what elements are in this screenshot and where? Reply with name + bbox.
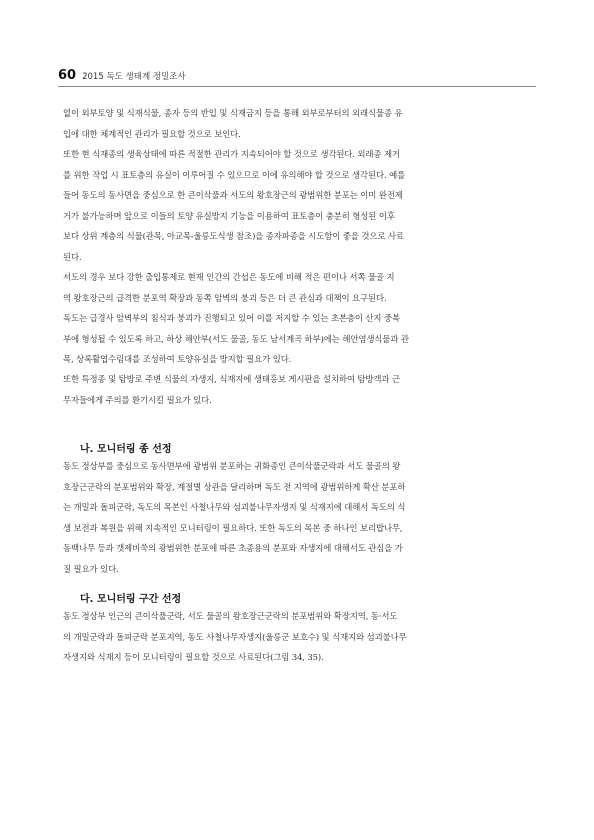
- body-paragraph: 서도의 경우 보다 강한 출입통제로 현재 인간의 간섭은 동도에 비해 적은 편이나 서쪽 물골 지 역 왕호장근의 급격한 분포역 확장과 동쪽 암벽의 붕괴 등은 더 큰 관심과 대책이 요구된다.: [63, 272, 395, 303]
- section-heading-monitoring-species: 나. 모니터링 종 선정: [80, 444, 172, 455]
- running-title: 2015 독도 생태계 정밀조사: [82, 72, 186, 82]
- page-header: [58, 68, 536, 84]
- body-paragraph: 독도는 급경사 암벽부의 침식과 붕괴가 진행되고 있어 이를 저지할 수 있는 초본층이 산지 중복 부에 형성될 수 있도록 하고, 하상 해안부(서도 물골, 동도 남서계곡 하부)에는 해안염생식물과 관 목, 상록활엽수림대를 조성하여 토양유실을 방지할 필요가 있다.: [63, 313, 409, 364]
- header-rule: [58, 86, 536, 87]
- body-paragraph: 또한 특정종 및 탐방로 주변 식물의 자생지, 식재지에 생태홍보 게시판을 설치하여 탐방객과 근 무자들에게 주의를 환기시킬 필요가 있다.: [63, 374, 400, 405]
- body-paragraph: 없이 외부토양 및 식재식물, 종자 등의 반입 및 식재금지 등을 통해 외부로부터의 외래식물종 유 입에 대한 체계적인 관리가 필요할 것으로 보인다.: [63, 108, 403, 139]
- page-number: 60: [58, 68, 77, 83]
- section-body-monitoring-zone: 동도 정상부 인근의 큰이삭풀군락, 서도 물골의 왕호장근군락의 분포범위와 확장지역, 동·서도 의 개밀군락과 돌피군락 분포지역, 동도 사철나무자생지(울릉군 보호수) 및 식재지와 섬괴불나무 자생지와 식재지 등이 모니터링이 필요할 것으로 사료된다(그림 34, 35).: [63, 611, 407, 662]
- section-body-monitoring-species: 동도 정상부를 중심으로 동사면부에 광범위 분포하는 귀화종인 큰이삭풀군락과 서도 물골의 왕 호장근군락의 분포범위와 확장, 계절별 상관을 달리하며 독도 전 지역에 광범위하게 확산 분포하 는 개밀과 돌피군락, 독도의 목본인 사철나무와 섬괴불나무자생지 및 식재지에 대해서 독도의 식 생 보전과 복원을 위해 지속적인 모니터링이 필요하다. 또한 독도의 목본 중 하나인 보리밥나무, 동백나무 등과 갯제비쑥의 광범위한 분포에 따른 초종용의 분포와 자생지에 대해서도 관심을 가 질 필요가 있다.: [63, 461, 406, 574]
- body-paragraph: 또한 현 식재종의 생육상태에 따른 적절한 관리가 지속되어야 할 것으로 생각된다. 외래종 제거 를 위한 작업 시 표토층의 유실이 이루어질 수 있으므로 이에 유의해야 할 것으로 생각된다. 예를 들어 동도의 동사면을 중심으로 한 큰이삭풀과 서도의 왕호장근의 광범위한 분포는 이미 완전제 거가 불가능하며 앞으로 이들의 토양 유실방지 기능을 이용하여 표토층이 충분히 형성된 이후 보다 상위 계층의 식물(관목, 아교목-울릉도식생 참조)을 종자파종을 시도함이 좋을 것으로 사료 된다.: [63, 149, 406, 262]
- section-heading-monitoring-zone: 다. 모니터링 구간 선정: [80, 594, 182, 605]
